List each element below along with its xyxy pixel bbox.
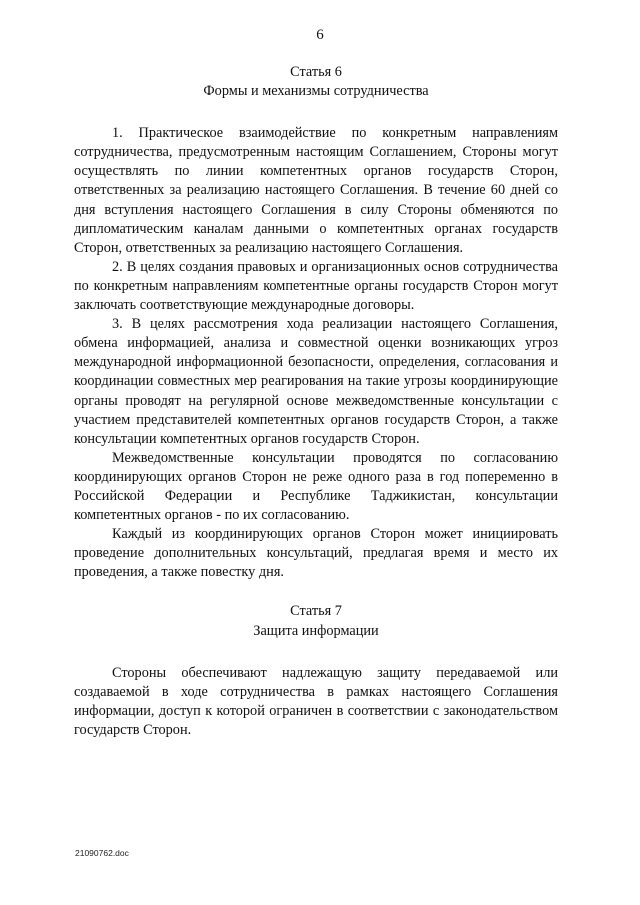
article-7-title: Защита информации (253, 622, 379, 639)
article-7-label: Статья 7 (290, 603, 342, 620)
article-6-title: Формы и механизмы сотрудничества (203, 83, 429, 100)
article-6-paragraph-2: 2. В целях создания правовых и организационных основ сотрудничества по конкретным направлениям компетентные органы государств Сторон могут заключать соответствующие международные договоры. (74, 258, 558, 314)
article-6-label: Статья 6 (290, 64, 342, 80)
article-6-paragraph-3: 3. В целях рассмотрения хода реализации настоящего Соглашения, обмена информацией, анализа и совместной оценки возникающих угроз международной информационной безопасности, определения, согласования и координации совместных мер реагирования на такие угрозы координирующие органы проводят на регулярной основе межведомственные консультации с участием представителей компетентных органов государств Сторон, а также консультации компетентных органов государств Сторон. (74, 316, 558, 447)
article-6-paragraph-4: Межведомственные консультации проводятся по согласованию координирующих органов Сторон не реже одного раза в год попеременно в Российской Федерации и Республике Таджикистан, консультации компетентных органов - по их согласованию. (74, 449, 558, 524)
document-body (74, 63, 558, 740)
article-7-paragraph-1: Стороны обеспечивают надлежащую защиту передаваемой или создаваемой в ходе сотрудничества в рамках настоящего Соглашения информации, доступ к которой ограничен в соответствии с законодательством государств Сторон. (74, 664, 558, 738)
document-filename: 21090762.doc (75, 848, 129, 858)
article-6-paragraph-5: Каждый из координирующих органов Сторон может инициировать проведение дополнительных консультаций, предлагая время и место их проведения, а также повестку дня. (74, 526, 558, 581)
article-7 (74, 602, 558, 740)
page-number: 6 (316, 27, 324, 43)
article-6-paragraph-1: 1. Практическое взаимодействие по конкретным направлениям сотрудничества, предусмотренным настоящим Соглашением, Стороны могут осуществлять по линии компетентных органов государств Сторон, ответственных за реализацию настоящего Соглашения. В течение 60 дней со дня вступления настоящего Соглашения в силу Стороны обменяются по дипломатическим каналам данными о компетентных органах государств Сторон, ответственных за реализацию настоящего Соглашения. (74, 125, 558, 256)
article-6 (74, 63, 558, 582)
